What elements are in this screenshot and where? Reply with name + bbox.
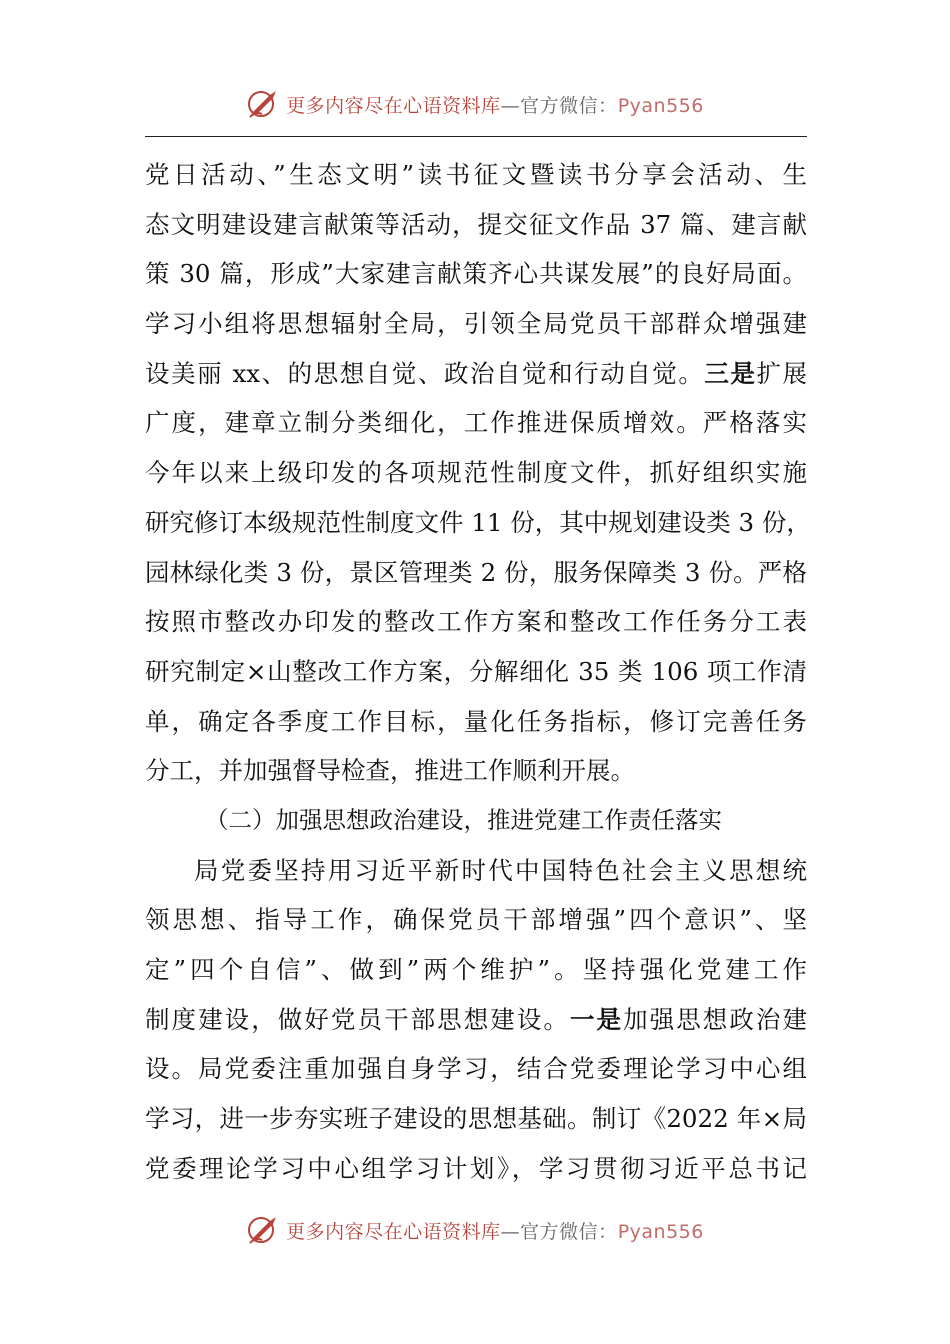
header-banner-text: 更多内容尽在心语资料库—官方微信：Pyan556	[286, 94, 704, 117]
text-line: 设美丽 xx、的思想自觉、政治自觉和行动自觉。三是扩展	[145, 358, 808, 388]
text-line: 广度，建章立制分类细化，工作推进保质增效。严格落实	[145, 408, 807, 438]
text-line: 研究制定×山整改工作方案，分解细化 35 类 106 项工作清	[145, 656, 807, 686]
text-line: 今年以来上级印发的各项规范性制度文件，抓好组织实施	[145, 458, 807, 488]
text-line: 领思想、指导工作，确保党员干部增强”四个意识”、坚	[145, 905, 807, 935]
pen-nib-logo-icon	[246, 1213, 280, 1247]
text-line: 设。局党委注重加强自身学习，结合党委理论学习中心组	[145, 1054, 807, 1084]
text-line: 党委理论学习中心组学习计划》，学习贯彻习近平总书记	[145, 1153, 807, 1183]
text-line: 研究修订本级规范性制度文件 11 份，其中规划建设类 3 份，	[145, 507, 811, 537]
text-line: 园林绿化类 3 份，景区管理类 2 份，服务保障类 3 份。严格	[145, 557, 807, 587]
text-line: 党日活动、”生态文明”读书征文暨读书分享会活动、生	[145, 160, 807, 189]
text-line: 制度建设，做好党员干部思想建设。一是加强思想政治建	[145, 1004, 807, 1034]
section-heading: （二）加强思想政治建设，推进党建工作责任落实	[205, 805, 722, 834]
bold-marker: 三是	[704, 358, 757, 388]
text-line: 定”四个自信”、做到”两个维护”。坚持强化党建工作	[145, 955, 807, 984]
footer-banner	[0, 1210, 950, 1250]
text-line: 学习小组将思想辐射全局，引领全局党员干部群众增强建	[145, 309, 807, 339]
document-body	[145, 150, 811, 1193]
text-line: 学习，进一步夯实班子建设的思想基础。制订《2022 年×局	[145, 1104, 807, 1134]
bold-marker: 一是	[570, 1004, 624, 1034]
text-line: 分工，并加强督导检查，推进工作顺利开展。	[145, 756, 635, 786]
pen-nib-logo-icon	[246, 87, 280, 121]
text-line: 态文明建设建言献策等活动，提交征文作品 37 篇、建言献	[145, 209, 807, 239]
text-line: 按照市整改办印发的整改工作方案和整改工作任务分工表	[145, 607, 807, 637]
footer-banner-text: 更多内容尽在心语资料库—官方微信：Pyan556	[286, 1220, 704, 1243]
text-line: 单，确定各季度工作目标，量化任务指标，修订完善任务	[145, 706, 807, 736]
text-line: 局党委坚持用习近平新时代中国特色社会主义思想统	[194, 855, 807, 885]
header-banner	[0, 84, 950, 124]
header-divider	[145, 136, 807, 137]
text-line: 策 30 篇，形成”大家建言献策齐心共谋发展”的良好局面。	[145, 259, 807, 289]
